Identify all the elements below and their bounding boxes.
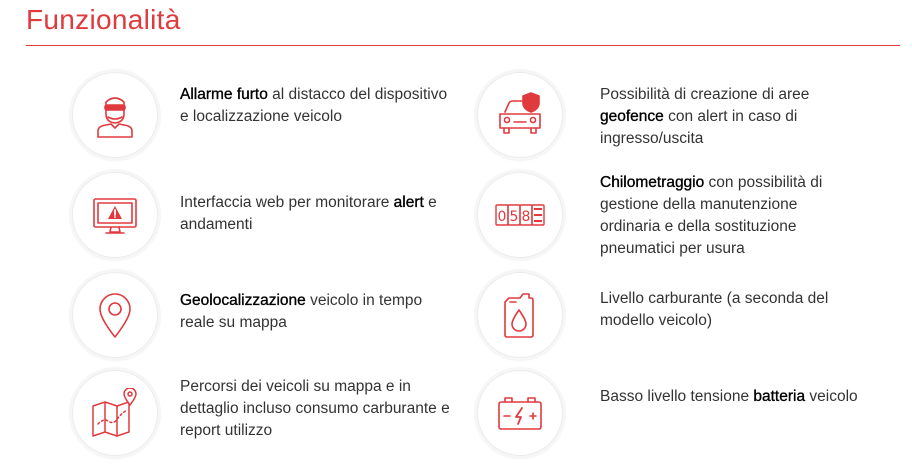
feature-text: [600, 288, 860, 332]
feature-text: [180, 290, 450, 334]
title-divider: [26, 45, 900, 46]
feature-description: Percorsi dei veicoli su mappa e in dettaglio incluso consumo carburante e report utilizzo: [180, 378, 450, 439]
odometer-digit: 0: [497, 209, 507, 225]
feature-text: [600, 172, 860, 260]
feature-keyword: batteria: [753, 388, 806, 405]
odometer-icon: [495, 190, 545, 240]
feature-text: [180, 192, 450, 236]
feature-battery: [477, 370, 877, 460]
feature-description: Possibilità di creazione di aree: [600, 86, 810, 103]
feature-web-interface: [72, 172, 472, 262]
feature-geolocation: [72, 272, 472, 362]
feature-theft-alarm: [72, 72, 472, 162]
feature-fuel-level: [477, 272, 877, 362]
feature-description: con possibilità di gestione della manutenzione ordinaria e della sostituzione pneumatici per usura: [600, 174, 823, 257]
feature-description: veicolo: [805, 388, 858, 405]
feature-geofence: [477, 72, 877, 162]
feature-text: [600, 84, 860, 150]
feature-keyword: Geolocalizzazione: [180, 292, 306, 309]
icon-circle: [477, 172, 563, 258]
icon-circle: [477, 272, 563, 358]
feature-description: Interfaccia web per monitorare: [180, 194, 394, 211]
icon-circle: [72, 272, 158, 358]
map-pin-icon: [90, 290, 140, 340]
icon-circle: [477, 72, 563, 158]
feature-description: al distacco del dispositivo e localizzazione veicolo: [180, 86, 448, 125]
icon-circle: [72, 172, 158, 258]
route-map-icon: [90, 388, 140, 438]
feature-mileage: [477, 172, 877, 262]
icon-circle: [72, 370, 158, 456]
feature-vehicle-routes: [72, 370, 472, 460]
feature-description: Livello carburante (a seconda del modello veicolo): [600, 290, 829, 329]
feature-text: [180, 376, 450, 442]
feature-keyword: Chilometraggio: [600, 174, 705, 191]
monitor-alert-icon: [90, 190, 140, 240]
odometer-digit: 5: [509, 209, 519, 225]
feature-description: e andamenti: [180, 194, 437, 233]
feature-text: [180, 84, 450, 128]
odometer-digit: 8: [521, 209, 531, 225]
fuel-can-icon: [495, 290, 545, 340]
feature-keyword: Allarme furto: [180, 86, 268, 103]
feature-keyword: alert: [393, 194, 424, 211]
car-shield-icon: [495, 90, 545, 140]
page-title: Funzionalità: [26, 4, 181, 35]
icon-circle: [477, 370, 563, 456]
feature-description: con alert in caso di ingresso/uscita: [600, 108, 798, 147]
battery-icon: [495, 388, 545, 438]
feature-description: Basso livello tensione: [600, 388, 754, 405]
feature-description: veicolo in tempo reale su mappa: [180, 292, 423, 331]
feature-text: [600, 386, 860, 408]
feature-keyword: geofence: [600, 108, 664, 125]
icon-circle: [72, 72, 158, 158]
thief-icon: [90, 90, 140, 140]
